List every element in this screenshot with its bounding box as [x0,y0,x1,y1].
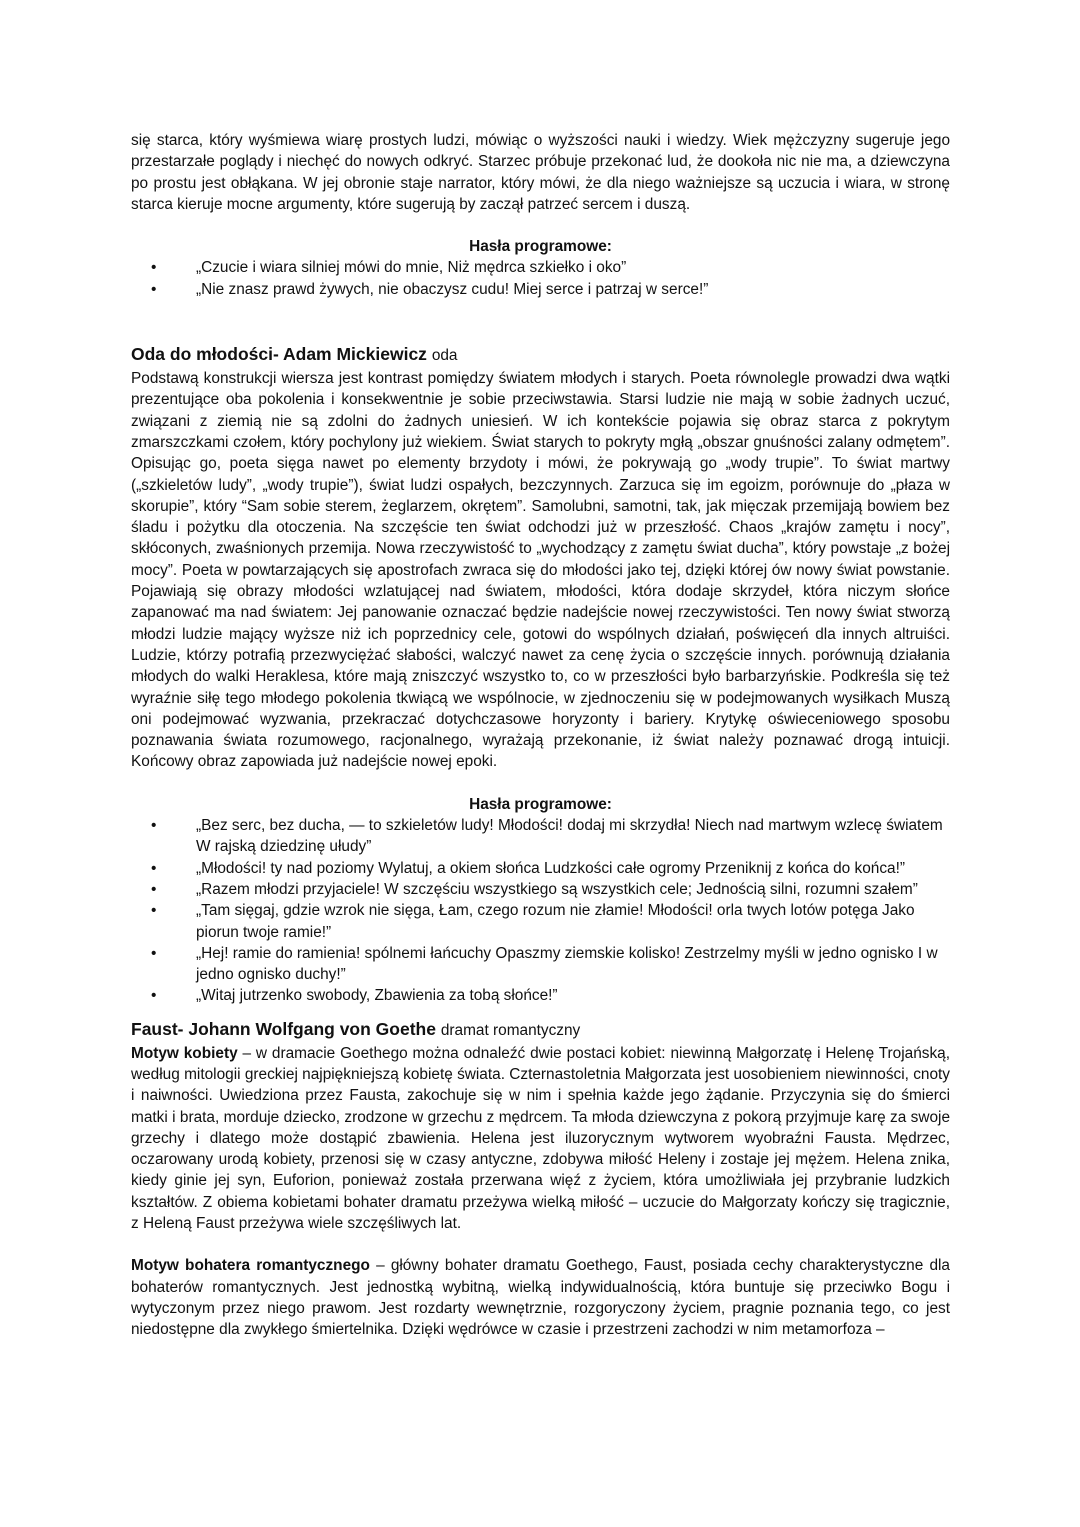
hasla-title: Hasła programowe: [469,238,612,256]
intro-paragraph: się starca, który wyśmiewa wiarę prostych ludzi, mówiąc o wyższości nauki i wiedzy. Wiek mężczyzny sugeruje jego przestarzałe poglądy i niechęć do nowych odkryć. Starzec próbuje przekonać lud, że dookoła nic nie ma, a dziewczyna po prostu jest obłąkana. W jej obronie staje narrator, który mówi, że dla niego ważniejsze są uczucia i wiara, w stronę starca kieruje mocne argumenty, które sugerują by zaczął patrzeć sercem i duszą. [131,132,950,213]
section-genre: oda [431,347,458,365]
list-item: • „Razem młodzi przyjaciele! W szczęściu wszystkiego są wszystkich cele; Jednością silni, rozumni szałem” [131,879,950,900]
hasla-title: Hasła programowe: [469,795,612,813]
hasla-list [131,815,950,1007]
list-item: • „Tam sięgaj, gdzie wzrok nie sięga, Łam, czego rozum nie złamie! Młodości! orla twych lotów potęga Jako piorun twoje ramie!” [131,900,950,943]
section-genre: dramat romantyczny [440,1021,581,1039]
faust-paragraph-kobiety [131,1043,950,1235]
list-item: • „Witaj jutrzenko swobody, Zbawienia za tobą słońce!” [131,985,950,1006]
list-item: • „Młodości! ty nad poziomy Wylatuj, a okiem słońca Ludzkości całe ogromy Przeniknij z końca do końca!” [131,858,950,879]
hasla-section-1 [131,236,950,300]
hasla-section-2 [131,794,950,1007]
list-item: • „Czucie i wiara silniej mówi do mnie, Niż mędrca szkiełko i oko” [131,257,950,278]
hasla-list [131,257,950,300]
motif-label: Motyw bohatera romantycznego [131,1257,370,1275]
motif-text: – w dramacie Goethego można odnaleźć dwie postaci kobiet: niewinną Małgorzatę i Helenę Trojańską, według mitologii greckiej najpiękniejszą kobietę świata. Czternastoletnia Małgorzata jest uosobieniem niewinności, cnoty i naiwności. Uwiedziona przez Fausta, zakochuje się w nim i spełnia każde jego żądanie. Przyczynia się do śmierci matki i brata, morduje dziecko, zrodzone w grzechu z mędrcem. Ta młoda dziewczyna z pokorą przyjmuje karę za swoje grzechy i dlatego może dostąpić zbawienia. Helena jest iluzorycznym wytworem wyobraźni Fausta. Mędrzec, oczarowany urodą kobiety, przenosi się w czasy antyczne, zdobywa miłość Heleny i zostaje jej mężem. Helena znika, kiedy ginie jej syn, Euforion, ponieważ została przerwana więź z życiem, która umożliwiała jej przybranie ludzkich kształtów. Z obiema kobietami bohater dramatu przeżywa wielką miłość – uczucie do Małgorzaty kończy się tragicznie, z Heleną Faust przeżywa wiele szczęśliwych lat. [131,1044,950,1233]
section-heading [131,342,950,368]
list-item: • „Hej! ramie do ramienia! spólnemi łańcuchy Opaszmy ziemskie kolisko! Zestrzelmy myśli w jedno ognisko I w jedno ognisko duchy!” [131,943,950,986]
motif-label: Motyw kobiety [131,1044,238,1062]
section-title: Faust- Johann Wolfgang von Goethe [131,1018,436,1039]
faust-section [131,1017,950,1341]
oda-section [131,342,950,773]
faust-paragraph-bohater [131,1255,950,1340]
oda-paragraph: Podstawą konstrukcji wiersza jest kontrast pomiędzy światem młodych i starych. Poeta równolegle prowadzi dwa wątki prezentujące oba pokolenia i konsekwentnie je sobie przeciwstawia. Starsi ludzie nie mają w sobie żadnych uczuć, związani z ziemią nie są zdolni do żadnych uniesień. W ich kontekście pojawia się obraz starca z pokrytym zmarszczkami czołem, który pochylony już wiekiem. Świat starych to pokryty mgłą „obszar gnuśności zalany odmętem”. Opisując go, poeta sięga nawet po elementy brzydoty i mówi, że pokrywają go „wody trupie”. To świat martwy („szkieletów ludy”, „wody trupie”), świat ludzi ospałych, bezczynnych. Zarzuca się im egoizm, porównuje do „płaza w skorupie”, który “Sam sobie sterem, żeglarzem, okrętem”. Samolubni, samotni, tak, jak mięczak przemijają bowiem bez śladu i pożytku dla otoczenia. Na szczęście ten świat odchodzi już w przeszłość. Chaos „krajów zamętu i nocy”, skłóconych, zwaśnionych przemija. Nowa rzeczywistość to „wychodzący z zamętu świat ducha”, który powstaje „z bożej mocy”. Poeta w powtarzających się apostrofach zwraca się do młodości jako tej, dzięki której ów nowy świat powstanie. Pojawiają się obrazy młodości wzlatującej nad światem, młodości, która dodaje skrzydeł, która niczym słońce zapanować ma nad światem: Jej panowanie oznaczać będzie nadejście nowej rzeczywistości. Ten nowy świat stworzą młodzi ludzie mający wyższe niż ich poprzednicy cele, gotowi do wspólnych działań, poświęceń dla innych altruiści. Ludzie, którzy potrafią przezwyciężać słabości, walczyć nawet za cenę życia o szczęście innych. porównują działania młodych do walki Heraklesa, które mają zniszczyć wszystko to, co w przeszłości było barbarzyńskie. Podkreśla się też wyraźnie siłę tego młodego pokolenia tkwiącą we wspólnocie, w zjednoczeniu się w podejmowanych wysiłkach Muszą oni podejmować wyzwania, przekraczać dotychczasowe horyzonty i bariery. Krytykę oświeceniowego sposobu poznawania świata rozumowego, racjonalnego, wyrażają przekonanie, iż świat należy poznawać drogą intuicji. Końcowy obraz zapowiada już nadejście nowej epoki. [131,370,950,771]
motif-text: – główny bohater dramatu Goethego, Faust, posiada cechy charakterystyczne dla bohaterów romantycznych. Jest jednostką wybitną, wielką indywidualnością, która buntuje się przeciwko Bogu i wytyczonym przez niego prawom. Jest rozdarty wewnętrznie, rozgoryczony życiem, pragnie poznania tego, co jest niedostępne dla zwykłego śmiertelnika. Dzięki wędrówce w czasie i przestrzeni zachodzi w nim metamorfoza – [131,1257,950,1339]
list-item: • „Nie znasz prawd żywych, nie obaczysz cudu! Miej serce i patrzaj w serce!” [131,279,950,300]
section-title: Oda do młodości- Adam Mickiewicz [131,344,427,365]
list-item: • „Bez serc, bez ducha, — to szkieletów ludy! Młodości! dodaj mi skrzydła! Niech nad martwym wzlecę światem W rajską dziedzinę ułudy” [131,815,950,858]
section-heading [131,1017,950,1043]
